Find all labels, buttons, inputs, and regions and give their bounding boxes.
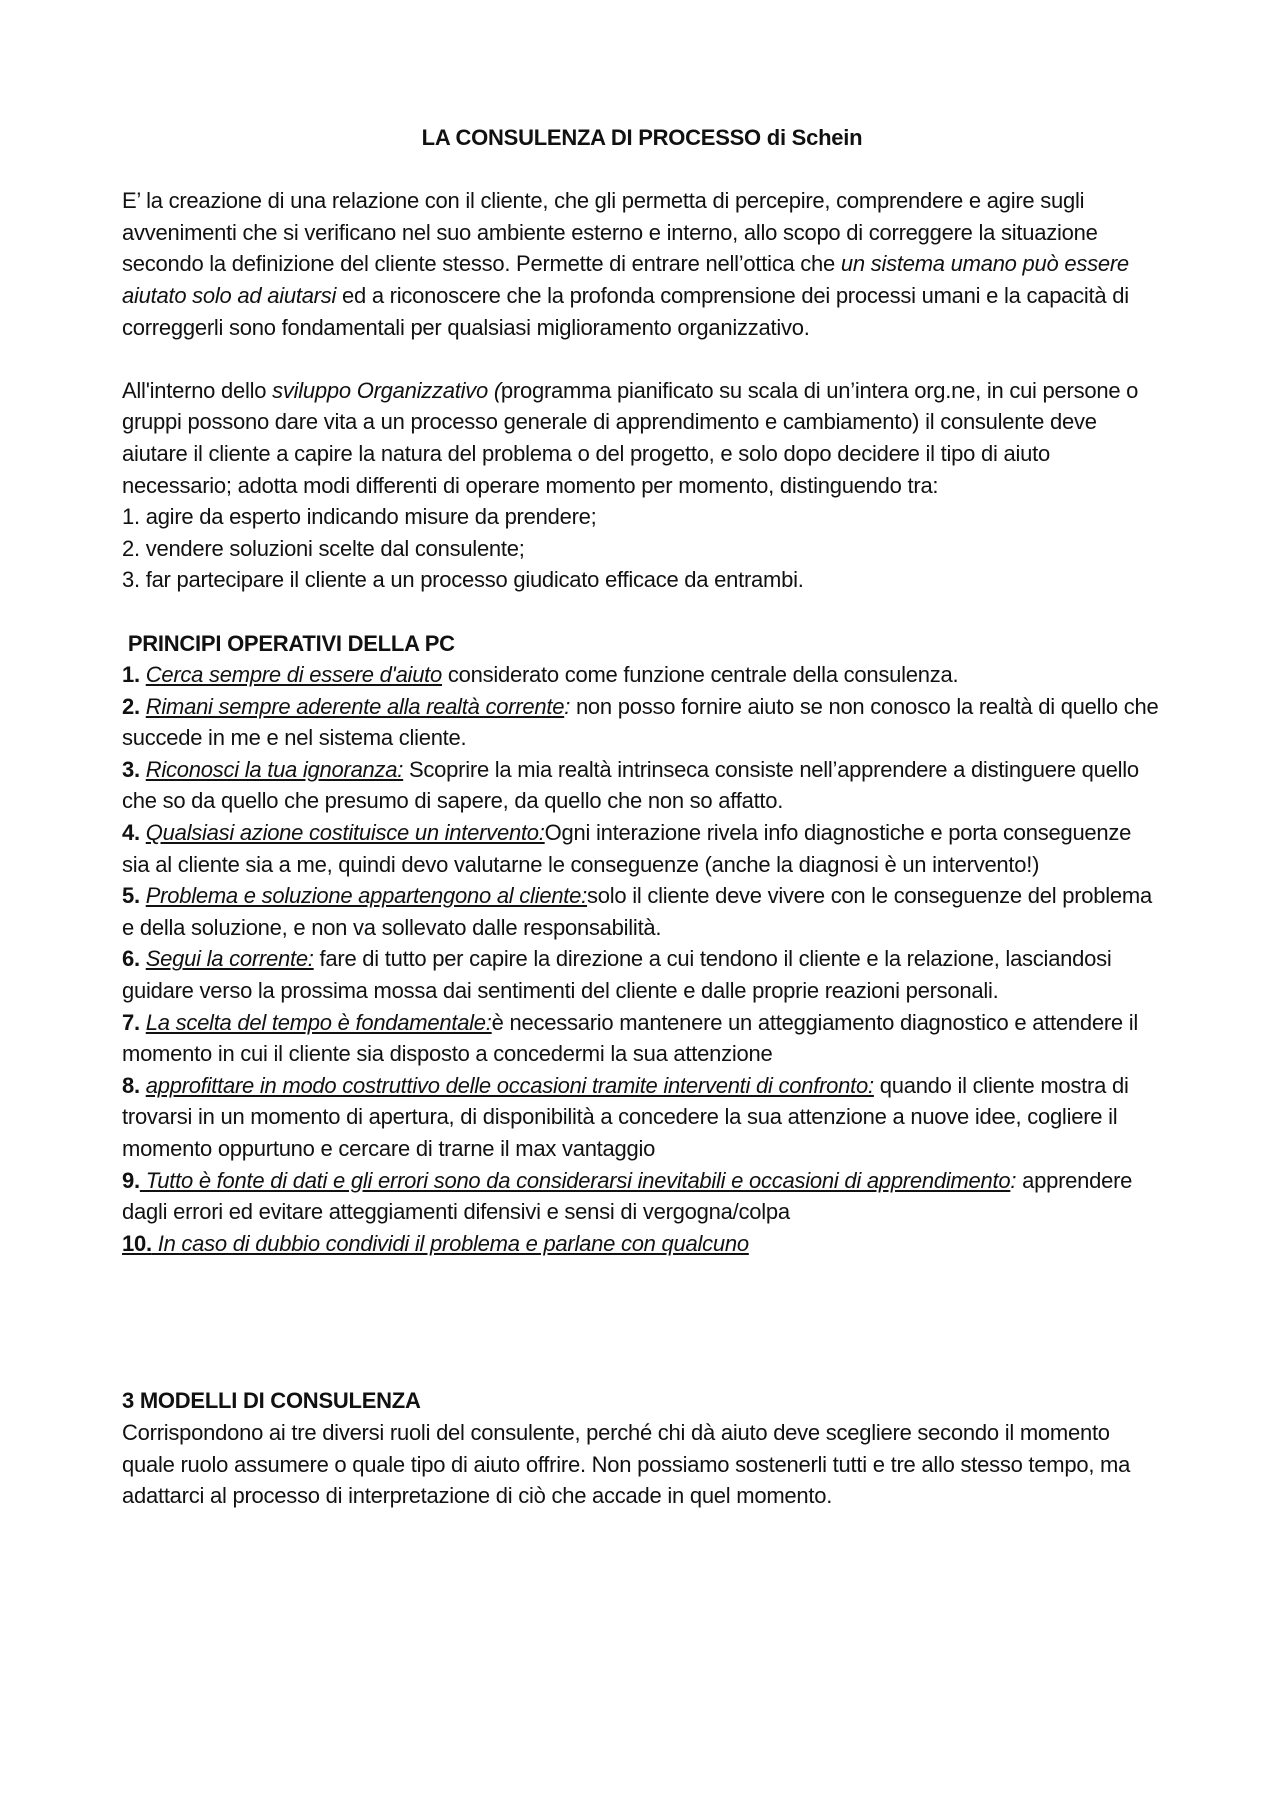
principle-item: [122, 943, 1162, 1006]
principle-item: [122, 691, 1162, 754]
principle-text: Scoprire la mia realtà intrinseca consiste nell’apprendere a distinguere quello che so da quello che presumo di sapere, da quello che non so affatto.: [122, 756, 1139, 814]
document-body: [122, 122, 1162, 1512]
principle-label: Qualsiasi azione costituisce un intervento:: [145, 820, 545, 846]
principle-number: 10.: [122, 1230, 152, 1256]
principle-text: considerato come funzione centrale della consulenza.: [442, 662, 959, 688]
principle-number: 9.: [122, 1167, 140, 1193]
intro-paragraph: [122, 185, 1162, 343]
development-paragraph: [122, 375, 1162, 501]
models-heading: 3 MODELLI DI CONSULENZA: [122, 1388, 421, 1414]
principle-separator: :: [564, 693, 571, 719]
principle-label: Segui la corrente:: [145, 946, 314, 972]
principle-label: Rimani sempre aderente alla realtà corrente: [145, 693, 565, 719]
principle-number: 8.: [122, 1072, 140, 1098]
principle-text: fare di tutto per capire la direzione a cui tendono il cliente e la relazione, lasciandosi guidare verso la prossima mossa dai sentimenti del cliente e dalle proprie reazioni personali.: [122, 946, 1112, 1004]
principles-heading: PRINCIPI OPERATIVI DELLA PC: [122, 630, 455, 656]
principle-text: quando il cliente mostra di trovarsi in un momento di apertura, di disponibilità a concedere la sua attenzione a nuove idee, cogliere il momento oppurtuno e cercare di trarne il max vantaggio: [122, 1072, 1129, 1161]
principle-number: 3.: [122, 756, 140, 782]
principle-number: 1.: [122, 662, 140, 688]
spacer: [122, 1259, 1162, 1385]
list-item: 1. agire da esperto indicando misure da prendere;: [122, 504, 597, 530]
principle-item: [122, 817, 1162, 880]
principle-label: Tutto è fonte di dati e gli errori sono da considerarsi inevitabili e occasioni di apprendimento: [139, 1167, 1011, 1193]
intro-text-2: ed a riconoscere che la profonda comprensione dei processi umani e la capacità di correggerli sono fondamentali per qualsiasi miglioramento organizzativo.: [122, 282, 1129, 340]
principle-item: [122, 659, 1162, 691]
principle-label: Problema e soluzione appartengono al cliente:: [145, 883, 588, 909]
principle-text: è necessario mantenere un atteggiamento diagnostico e attendere il momento in cui il cliente sia disposto a concedermi la sua attenzione: [122, 1009, 1139, 1067]
principle-item: [122, 1165, 1162, 1228]
principle-number: 7.: [122, 1009, 140, 1035]
document-title: LA CONSULENZA DI PROCESSO di Schein: [421, 125, 863, 150]
development-text-1: All'interno dello: [122, 377, 273, 403]
principle-number: 2.: [122, 693, 140, 719]
principle-item: [122, 1228, 1162, 1260]
list-item: 2. vendere soluzioni scelte dal consulente;: [122, 535, 525, 561]
principle-label: approfittare in modo costruttivo delle occasioni tramite interventi di confronto:: [145, 1072, 874, 1098]
development-text-2: programma pianificato su scala di un’intera org.ne, in cui persone o gruppi possono dare vita a un processo generale di apprendimento e cambiamento) il consulente deve aiutare il cliente a capire la natura del problema o del progetto, e solo dopo decidere il tipo di aiuto necessario; adotta modi differenti di operare momento per momento, distinguendo tra:: [122, 377, 1139, 498]
principle-text: Ogni interazione rivela info diagnostiche e porta conseguenze sia al cliente sia a me, quindi devo valutarne le conseguenze (anche la diagnosi è un intervento!): [122, 820, 1132, 877]
principle-label: Riconosci la tua ignoranza:: [145, 756, 404, 782]
principle-text: solo il cliente deve vivere con le conseguenze del problema e della soluzione, e non va sollevato dalle responsabilità.: [122, 883, 1152, 940]
principle-item: [122, 880, 1162, 943]
intro-text-1: E’ la creazione di una relazione con il cliente, che gli permetta di percepire, comprendere e agire sugli avvenimenti che si verificano nel suo ambiente esterno e interno, allo scopo di correggere la situazione secondo la definizione del cliente stesso. Permette di entrare nell’ottica che: [122, 188, 1098, 277]
models-paragraph: Corrispondono ai tre diversi ruoli del consulente, perché chi dà aiuto deve scegliere secondo il momento quale ruolo assumere o quale tipo di aiuto offrire. Non possiamo sostenerli tutti e tre allo stesso tempo, ma adattarci al processo di interpretazione di ciò che accade in quel momento.: [122, 1419, 1131, 1509]
principle-separator: :: [1010, 1167, 1017, 1193]
principle-text: apprendere dagli errori ed evitare atteggiamenti difensivi e sensi di vergogna/colpa: [122, 1167, 1133, 1225]
principle-label: La scelta del tempo è fondamentale:: [145, 1009, 492, 1035]
principle-item: [122, 754, 1162, 817]
principle-number: 5.: [122, 883, 140, 909]
spacer: [122, 343, 1162, 375]
principle-label: In caso di dubbio condividi il problema e parlane con qualcuno: [151, 1230, 749, 1256]
development-italic: sviluppo Organizzativo (: [272, 377, 501, 403]
spacer: [122, 596, 1162, 628]
intro-italic: un sistema umano può essere aiutato solo ad aiutarsi: [122, 251, 1129, 308]
principle-item: [122, 1007, 1162, 1070]
principle-number: 4.: [122, 820, 140, 846]
principle-label: Cerca sempre di essere d'aiuto: [145, 662, 443, 688]
principle-item: [122, 1070, 1162, 1165]
principle-text: non posso fornire aiuto se non conosco la realtà di quello che succede in me e nel sistema cliente.: [122, 693, 1159, 751]
list-item: 3. far partecipare il cliente a un processo giudicato efficace da entrambi.: [122, 567, 804, 593]
principle-number: 6.: [122, 946, 140, 972]
